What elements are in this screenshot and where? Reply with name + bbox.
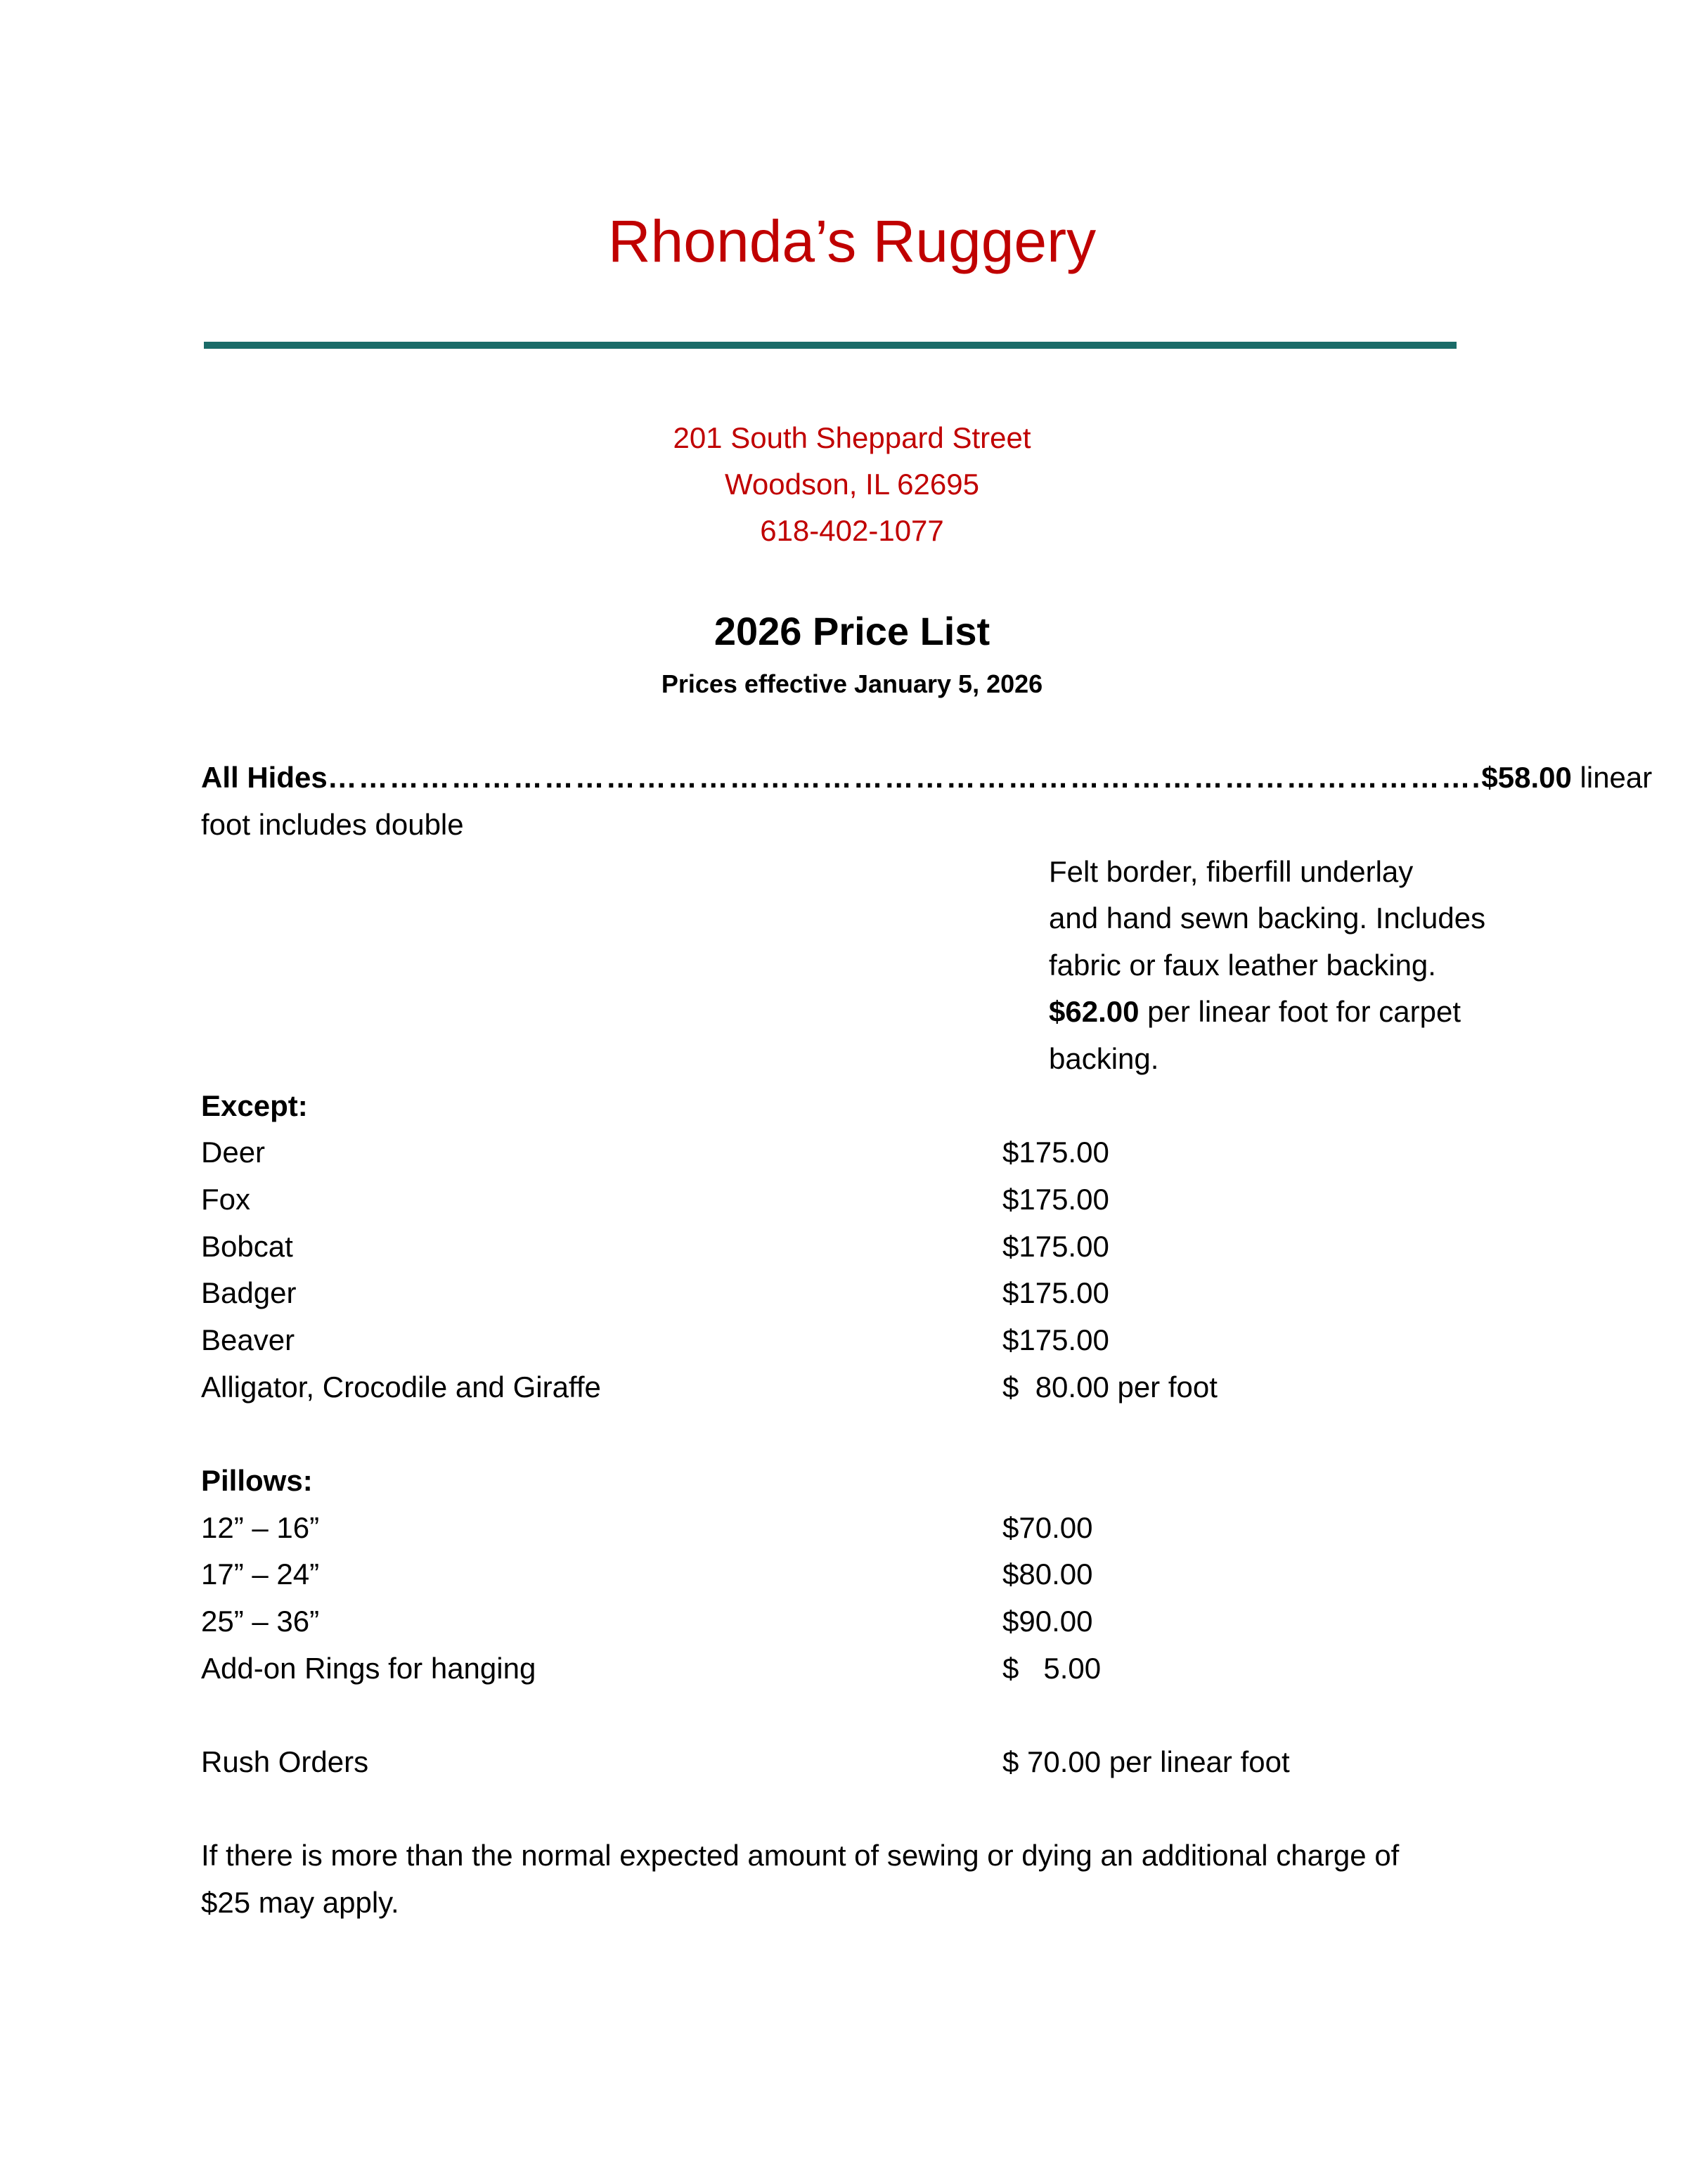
- address-city: Woodson, IL 62695: [725, 468, 979, 501]
- pillow-item-price: $ 5.00: [1002, 1652, 1102, 1685]
- pillow-item-name: 17” – 24”: [201, 1557, 320, 1591]
- except-item-name: Deer: [201, 1136, 266, 1169]
- pillow-item-price: $70.00: [1002, 1511, 1093, 1544]
- dot-leader: ………………………………………………………………………………………………….: [327, 761, 1482, 794]
- carpet-backing-line-2: backing.: [1049, 1042, 1159, 1075]
- except-item-name: Fox: [201, 1183, 251, 1216]
- all-hides-label: All Hides: [201, 761, 328, 794]
- except-item-name: Badger: [201, 1276, 297, 1309]
- except-item-price: $175.00: [1002, 1183, 1109, 1216]
- carpet-text: per linear foot for carpet: [1147, 995, 1461, 1028]
- additional-charge-note-2: $25 may apply.: [201, 1886, 399, 1919]
- rush-orders-name: Rush Orders: [201, 1745, 369, 1778]
- except-item-name: Alligator, Crocodile and Giraffe: [201, 1370, 601, 1403]
- pillow-item-name: Add-on Rings for hanging: [201, 1652, 536, 1685]
- header-divider: [204, 342, 1457, 349]
- carpet-price: $62.00: [1049, 995, 1140, 1028]
- price-list-heading: 2026 Price List: [714, 609, 990, 653]
- effective-date: Prices effective January 5, 2026: [661, 669, 1043, 698]
- shop-title: Rhonda’s Ruggery: [607, 208, 1097, 274]
- address-street: 201 South Sheppard Street: [673, 421, 1031, 454]
- additional-charge-note: If there is more than the normal expected amount of sewing or dying an additional charge of: [201, 1839, 1400, 1872]
- hides-detail-line: fabric or faux leather backing.: [1049, 949, 1436, 982]
- pillow-item-price: $90.00: [1002, 1605, 1093, 1638]
- except-item-price: $175.00: [1002, 1136, 1109, 1169]
- hides-detail-line: Felt border, fiberfill underlay: [1049, 855, 1414, 888]
- except-item-price: $175.00: [1002, 1230, 1109, 1263]
- pillow-item-name: 12” – 16”: [201, 1511, 320, 1544]
- all-hides-row: [201, 754, 1653, 801]
- carpet-backing-line: [1049, 989, 1461, 1035]
- hides-detail-line: and hand sewn backing. Includes: [1049, 901, 1486, 934]
- rush-orders-price: $ 70.00 per linear foot: [1002, 1745, 1290, 1778]
- all-hides-unit: linear: [1580, 761, 1653, 794]
- except-label: Except:: [201, 1089, 308, 1122]
- pillows-label: Pillows:: [201, 1464, 313, 1497]
- except-item-price: $175.00: [1002, 1276, 1109, 1309]
- pillow-item-name: 25” – 36”: [201, 1605, 320, 1638]
- except-item-name: Beaver: [201, 1323, 295, 1356]
- pillow-item-price: $80.00: [1002, 1557, 1093, 1591]
- all-hides-continuation: foot includes double: [201, 808, 464, 841]
- except-item-price: $175.00: [1002, 1323, 1109, 1356]
- except-item-price: $ 80.00 per foot: [1002, 1370, 1218, 1403]
- phone-number: 618-402-1077: [760, 514, 944, 547]
- except-item-name: Bobcat: [201, 1230, 293, 1263]
- all-hides-price: $58.00: [1481, 761, 1572, 794]
